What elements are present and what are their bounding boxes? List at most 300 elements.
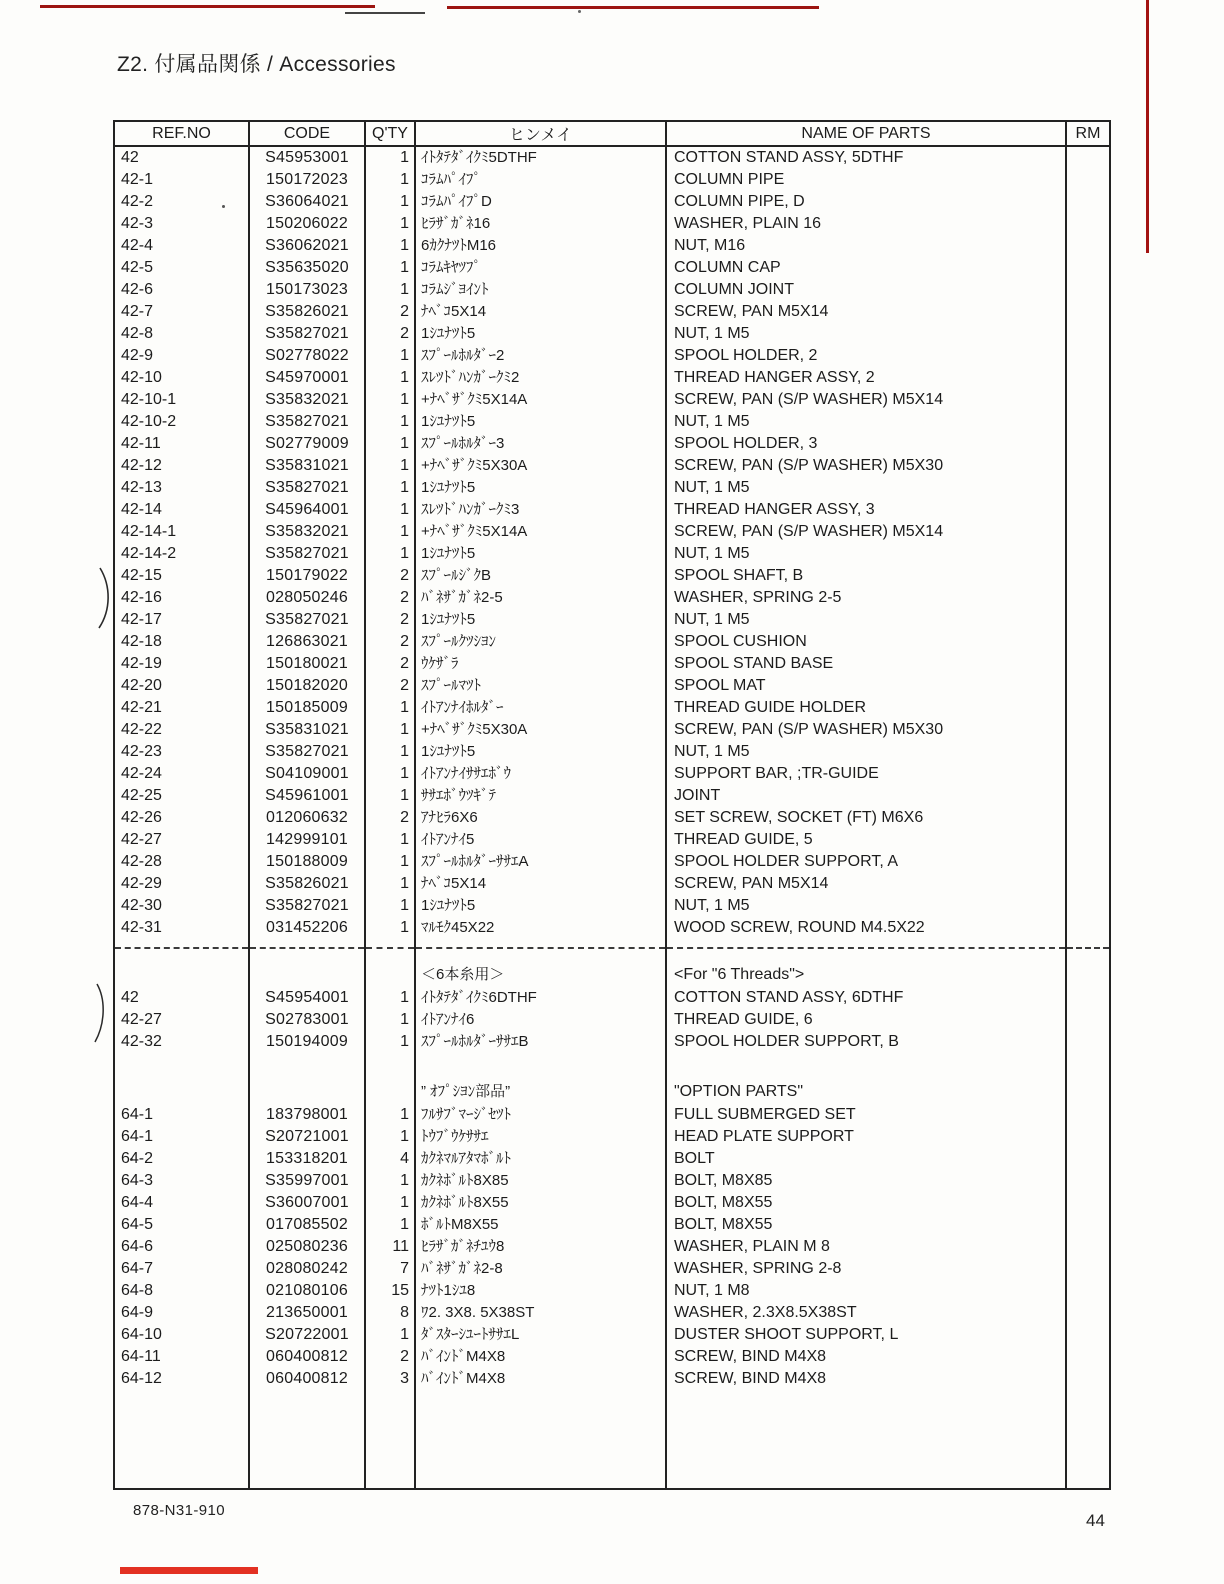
hinmei-cell <box>415 1390 666 1489</box>
ref-no-cell: 42-28 <box>121 853 162 870</box>
rm-cell <box>1066 257 1110 279</box>
rm-cell <box>1066 433 1110 455</box>
name-of-parts-cell: WASHER, PLAIN M 8 <box>666 1236 1066 1258</box>
parts-table <box>113 120 1109 1490</box>
qty-cell: 1 <box>365 235 415 257</box>
code-cell: 150188009 <box>249 851 365 873</box>
rm-cell <box>1066 587 1110 609</box>
name-of-parts-cell: BOLT, M8X85 <box>666 1170 1066 1192</box>
code-cell: S02783001 <box>249 1009 365 1031</box>
hinmei-cell: ｺﾗﾑｷﾔﾂﾌﾟ <box>415 257 666 279</box>
scan-artifact-speck <box>578 10 581 13</box>
name-of-parts-cell <box>666 948 1066 963</box>
hinmei-cell: ｽﾌﾟｰﾙﾎﾙﾀﾞｰｻｻｴA <box>415 851 666 873</box>
name-of-parts-cell: SPOOL HOLDER SUPPORT, A <box>666 851 1066 873</box>
hinmei-cell: 1ｼﾕﾅﾂﾄ5 <box>415 477 666 499</box>
ref-no-cell: 64-9 <box>121 1304 154 1321</box>
rm-cell <box>1066 367 1110 389</box>
ref-no-cell: 42-14 <box>121 501 162 518</box>
hinmei-cell: ｽﾚﾂﾄﾞﾊﾝｶﾞｰｸﾐ3 <box>415 499 666 521</box>
hinmei-cell <box>415 1053 666 1080</box>
name-of-parts-cell: NUT, 1 M5 <box>666 323 1066 345</box>
page-number: 44 <box>1086 1511 1105 1530</box>
rm-cell <box>1066 719 1110 741</box>
qty-cell: 1 <box>365 146 415 169</box>
name-of-parts-cell: NUT, 1 M5 <box>666 609 1066 631</box>
rm-cell <box>1066 213 1110 235</box>
part-row <box>114 411 1110 433</box>
name-of-parts-cell <box>666 1053 1066 1080</box>
part-row <box>114 719 1110 741</box>
hinmei-cell: ｽﾌﾟｰﾙﾎﾙﾀﾞｰ3 <box>415 433 666 455</box>
hinmei-cell: ｲﾄｱﾝﾅｲﾎﾙﾀﾞｰ <box>415 697 666 719</box>
code-cell: 060400812 <box>249 1368 365 1390</box>
rm-cell <box>1066 873 1110 895</box>
ref-no-cell: 64-1 <box>121 1106 154 1123</box>
name-of-parts-cell: SUPPORT BAR, ;TR-GUIDE <box>666 763 1066 785</box>
section-divider-row <box>114 939 1110 948</box>
hinmei-cell: ﾜ2. 3X8. 5X38ST <box>415 1302 666 1324</box>
code-cell: S36007001 <box>249 1192 365 1214</box>
qty-cell: 1 <box>365 1324 415 1346</box>
hinmei-cell: ｺﾗﾑｼﾞﾖｲﾝﾄ <box>415 279 666 301</box>
rm-cell <box>1066 1148 1110 1170</box>
name-of-parts-cell: NUT, 1 M5 <box>666 543 1066 565</box>
code-cell: 150179022 <box>249 565 365 587</box>
part-row <box>114 477 1110 499</box>
hinmei-cell: ＜6本糸用＞ <box>415 963 666 987</box>
qty-cell: 1 <box>365 785 415 807</box>
qty-cell: 1 <box>365 873 415 895</box>
rm-cell <box>1066 785 1110 807</box>
name-of-parts-cell: SCREW, PAN (S/P WASHER) M5X14 <box>666 521 1066 543</box>
name-of-parts-cell: SCREW, PAN M5X14 <box>666 873 1066 895</box>
code-cell: S35827021 <box>249 323 365 345</box>
part-row <box>114 697 1110 719</box>
code-cell: S35827021 <box>249 895 365 917</box>
qty-cell: 8 <box>365 1302 415 1324</box>
qty-cell: 1 <box>365 521 415 543</box>
qty-cell: 7 <box>365 1258 415 1280</box>
code-cell: 028080242 <box>249 1258 365 1280</box>
qty-cell: 1 <box>365 1214 415 1236</box>
qty-cell: 1 <box>365 1031 415 1053</box>
hinmei-cell: +ﾅﾍﾞｻﾞｸﾐ5X30A <box>415 455 666 477</box>
ref-no-cell: 64-5 <box>121 1216 154 1233</box>
rm-cell <box>1066 1324 1110 1346</box>
hinmei-cell: ﾄｳﾌﾞｳｹｻｻｴ <box>415 1126 666 1148</box>
hinmei-cell: ﾎﾞﾙﾄM8X55 <box>415 1214 666 1236</box>
qty-cell: 2 <box>365 587 415 609</box>
ref-no-cell: 42-2 <box>121 193 154 210</box>
hinmei-cell: ｲﾄｱﾝﾅｲｻｻｴﾎﾞｳ <box>415 763 666 785</box>
rm-cell <box>1066 477 1110 499</box>
name-of-parts-cell: COLUMN PIPE, D <box>666 191 1066 213</box>
name-of-parts-cell: BOLT, M8X55 <box>666 1192 1066 1214</box>
code-cell: 017085502 <box>249 1214 365 1236</box>
code-cell: S45961001 <box>249 785 365 807</box>
rm-cell <box>1066 851 1110 873</box>
hinmei-cell: ｲﾄﾀﾃﾀﾞｲｸﾐ6DTHF <box>415 987 666 1009</box>
part-row <box>114 917 1110 939</box>
name-of-parts-cell: BOLT, M8X55 <box>666 1214 1066 1236</box>
part-row <box>114 1368 1110 1390</box>
ref-no-cell: 42-19 <box>121 655 162 672</box>
part-row <box>114 213 1110 235</box>
code-cell: S35832021 <box>249 521 365 543</box>
header-name-of-parts: NAME OF PARTS <box>666 121 1066 146</box>
code-cell: 031452206 <box>249 917 365 939</box>
parts-table-body <box>114 146 1110 1489</box>
rm-cell <box>1066 1302 1110 1324</box>
rm-cell <box>1066 948 1110 963</box>
rm-cell <box>1066 1368 1110 1390</box>
code-cell: 150194009 <box>249 1031 365 1053</box>
rm-cell <box>1066 301 1110 323</box>
rm-cell <box>1066 169 1110 191</box>
part-row <box>114 1214 1110 1236</box>
qty-cell: 1 <box>365 851 415 873</box>
qty-cell <box>365 1080 415 1104</box>
code-cell: S35831021 <box>249 719 365 741</box>
rm-cell <box>1066 389 1110 411</box>
qty-cell: 3 <box>365 1368 415 1390</box>
code-cell: 150185009 <box>249 697 365 719</box>
part-row <box>114 367 1110 389</box>
hinmei-cell: ﾀﾞｽﾀｰｼﾕｰﾄｻｻｴL <box>415 1324 666 1346</box>
name-of-parts-cell: NUT, 1 M8 <box>666 1280 1066 1302</box>
part-row <box>114 1009 1110 1031</box>
hinmei-cell: ｽﾌﾟｰﾙｸﾂｼﾖﾝ <box>415 631 666 653</box>
rm-cell <box>1066 829 1110 851</box>
code-cell: 012060632 <box>249 807 365 829</box>
hinmei-cell: ｱﾅﾋﾗ6X6 <box>415 807 666 829</box>
part-row <box>114 851 1110 873</box>
qty-cell: 2 <box>365 631 415 653</box>
hinmei-cell <box>415 948 666 963</box>
qty-cell: 1 <box>365 719 415 741</box>
qty-cell: 1 <box>365 1009 415 1031</box>
name-of-parts-cell: SCREW, PAN M5X14 <box>666 301 1066 323</box>
hinmei-cell: ｲﾄﾀﾃﾀﾞｲｸﾐ5DTHF <box>415 146 666 169</box>
ref-no-cell: 42-24 <box>121 765 162 782</box>
part-row <box>114 1148 1110 1170</box>
part-row <box>114 1126 1110 1148</box>
part-row <box>114 653 1110 675</box>
part-row <box>114 455 1110 477</box>
rm-cell <box>1066 1126 1110 1148</box>
rm-cell <box>1066 1170 1110 1192</box>
ref-no-cell: 64-6 <box>121 1238 154 1255</box>
qty-cell <box>365 963 415 987</box>
code-cell: S02778022 <box>249 345 365 367</box>
ref-no-cell <box>114 1053 249 1080</box>
hinmei-cell: +ﾅﾍﾞｻﾞｸﾐ5X14A <box>415 521 666 543</box>
rm-cell <box>1066 1390 1110 1489</box>
name-of-parts-cell: "OPTION PARTS" <box>666 1080 1066 1104</box>
part-row <box>114 987 1110 1009</box>
rm-cell <box>1066 807 1110 829</box>
name-of-parts-cell: NUT, 1 M5 <box>666 741 1066 763</box>
part-row <box>114 521 1110 543</box>
hinmei-cell: ｻｻｴﾎﾞｳﾂｷﾞﾃ <box>415 785 666 807</box>
ref-no-cell: 42-15 <box>121 567 162 584</box>
qty-cell: 1 <box>365 895 415 917</box>
hinmei-cell: 1ｼﾕﾅﾂﾄ5 <box>415 895 666 917</box>
code-cell: 028050246 <box>249 587 365 609</box>
rm-cell <box>1066 1104 1110 1126</box>
part-row <box>114 785 1110 807</box>
name-of-parts-cell: SPOOL MAT <box>666 675 1066 697</box>
code-cell: S35831021 <box>249 455 365 477</box>
qty-cell: 1 <box>365 917 415 939</box>
name-of-parts-cell: WASHER, SPRING 2-5 <box>666 587 1066 609</box>
name-of-parts-cell: SET SCREW, SOCKET (FT) M6X6 <box>666 807 1066 829</box>
part-row <box>114 345 1110 367</box>
name-of-parts-cell: SCREW, PAN (S/P WASHER) M5X30 <box>666 719 1066 741</box>
rm-cell <box>1066 939 1110 948</box>
name-of-parts-cell: SCREW, PAN (S/P WASHER) M5X30 <box>666 455 1066 477</box>
code-cell: S45970001 <box>249 367 365 389</box>
part-row <box>114 631 1110 653</box>
rm-cell <box>1066 1080 1110 1104</box>
rm-cell <box>1066 1258 1110 1280</box>
qty-cell: 4 <box>365 1148 415 1170</box>
rm-cell <box>1066 1009 1110 1031</box>
rm-cell <box>1066 631 1110 653</box>
name-of-parts-cell: WASHER, SPRING 2-8 <box>666 1258 1066 1280</box>
code-cell: 150182020 <box>249 675 365 697</box>
ref-no-cell: 42-8 <box>121 325 154 342</box>
name-of-parts-cell: HEAD PLATE SUPPORT <box>666 1126 1066 1148</box>
scan-artifact-top-red-line <box>40 5 375 8</box>
rm-cell <box>1066 763 1110 785</box>
rm-cell <box>1066 521 1110 543</box>
code-cell: S36064021 <box>249 191 365 213</box>
code-cell: 021080106 <box>249 1280 365 1302</box>
ref-no-cell: 42-29 <box>121 875 162 892</box>
part-row <box>114 1258 1110 1280</box>
hinmei-cell: +ﾅﾍﾞｻﾞｸﾐ5X14A <box>415 389 666 411</box>
part-row <box>114 1170 1110 1192</box>
qty-cell: 2 <box>365 1346 415 1368</box>
part-row <box>114 741 1110 763</box>
qty-cell: 1 <box>365 169 415 191</box>
code-cell: S45953001 <box>249 146 365 169</box>
code-cell <box>249 948 365 963</box>
name-of-parts-cell: THREAD GUIDE, 5 <box>666 829 1066 851</box>
spacer-row <box>114 1053 1110 1080</box>
name-of-parts-cell: SPOOL HOLDER, 2 <box>666 345 1066 367</box>
code-cell: S02779009 <box>249 433 365 455</box>
ref-no-cell: 42-14-2 <box>121 545 177 562</box>
hinmei-cell: ｶｸﾈﾏﾙｱﾀﾏﾎﾞﾙﾄ <box>415 1148 666 1170</box>
qty-cell: 1 <box>365 987 415 1009</box>
qty-cell: 1 <box>365 697 415 719</box>
part-row <box>114 873 1110 895</box>
scan-artifact-top-red-line-2 <box>447 6 819 9</box>
code-cell <box>249 1080 365 1104</box>
hinmei-cell: ｽﾌﾟｰﾙﾎﾙﾀﾞｰｻｻｴB <box>415 1031 666 1053</box>
ref-no-cell: 42-25 <box>121 787 162 804</box>
ref-no-cell: 42-9 <box>121 347 154 364</box>
rm-cell <box>1066 146 1110 169</box>
part-row <box>114 257 1110 279</box>
code-cell: 213650001 <box>249 1302 365 1324</box>
ref-no-cell: 42-22 <box>121 721 162 738</box>
ref-no-cell: 42-16 <box>121 589 162 606</box>
qty-cell: 1 <box>365 763 415 785</box>
name-of-parts-cell: SCREW, BIND M4X8 <box>666 1368 1066 1390</box>
part-row <box>114 675 1110 697</box>
name-of-parts-cell: FULL SUBMERGED SET <box>666 1104 1066 1126</box>
name-of-parts-cell: THREAD GUIDE HOLDER <box>666 697 1066 719</box>
ref-no-cell: 64-2 <box>121 1150 154 1167</box>
qty-cell: 2 <box>365 301 415 323</box>
rm-cell <box>1066 565 1110 587</box>
ref-no-cell: 42-27 <box>121 831 162 848</box>
hinmei-cell: ﾊﾞﾈｻﾞｶﾞﾈ2-5 <box>415 587 666 609</box>
part-row <box>114 1104 1110 1126</box>
qty-cell: 1 <box>365 345 415 367</box>
rm-cell <box>1066 345 1110 367</box>
rm-cell <box>1066 1031 1110 1053</box>
part-row <box>114 191 1110 213</box>
code-cell: 025080236 <box>249 1236 365 1258</box>
ref-no-cell: 42-4 <box>121 237 154 254</box>
ref-no-cell: 64-3 <box>121 1172 154 1189</box>
ref-no-cell: 64-12 <box>121 1370 162 1387</box>
section-header-row <box>114 963 1110 987</box>
ref-no-cell <box>114 939 249 948</box>
rm-cell <box>1066 279 1110 301</box>
rm-cell <box>1066 323 1110 345</box>
qty-cell: 1 <box>365 411 415 433</box>
qty-cell <box>365 1053 415 1080</box>
ref-no-cell: 42-32 <box>121 1033 162 1050</box>
rm-cell <box>1066 895 1110 917</box>
hinmei-cell: 1ｼﾕﾅﾂﾄ5 <box>415 609 666 631</box>
ref-no-cell: 42-18 <box>121 633 162 650</box>
qty-cell: 2 <box>365 653 415 675</box>
code-cell: S35826021 <box>249 873 365 895</box>
rm-cell <box>1066 411 1110 433</box>
rm-cell <box>1066 697 1110 719</box>
qty-cell: 1 <box>365 1170 415 1192</box>
name-of-parts-cell: COLUMN JOINT <box>666 279 1066 301</box>
code-cell: S20721001 <box>249 1126 365 1148</box>
qty-cell: 1 <box>365 279 415 301</box>
code-cell: S36062021 <box>249 235 365 257</box>
qty-cell: 1 <box>365 829 415 851</box>
ref-no-cell: 42-30 <box>121 897 162 914</box>
ref-no-cell: 42-12 <box>121 457 162 474</box>
rm-cell <box>1066 1236 1110 1258</box>
part-row <box>114 235 1110 257</box>
part-row <box>114 301 1110 323</box>
rm-cell <box>1066 1346 1110 1368</box>
ref-no-cell: 42-21 <box>121 699 162 716</box>
part-row <box>114 1280 1110 1302</box>
part-row <box>114 1031 1110 1053</box>
qty-cell: 1 <box>365 1126 415 1148</box>
filler-row <box>114 1390 1110 1489</box>
header-rm: RM <box>1066 121 1110 146</box>
part-row <box>114 1302 1110 1324</box>
code-cell: 126863021 <box>249 631 365 653</box>
name-of-parts-cell: NUT, 1 M5 <box>666 411 1066 433</box>
code-cell: 153318201 <box>249 1148 365 1170</box>
header-ref-no: REF.NO <box>114 121 249 146</box>
name-of-parts-cell <box>666 1390 1066 1489</box>
rm-cell <box>1066 917 1110 939</box>
rm-cell <box>1066 1280 1110 1302</box>
hinmei-cell: ｲﾄｱﾝﾅｲ5 <box>415 829 666 851</box>
hinmei-cell: ｽﾌﾟｰﾙｼﾞｸB <box>415 565 666 587</box>
code-cell: S35827021 <box>249 609 365 631</box>
hinmei-cell: ﾌﾙｻﾌﾞﾏｰｼﾞｾﾂﾄ <box>415 1104 666 1126</box>
name-of-parts-cell: THREAD HANGER ASSY, 2 <box>666 367 1066 389</box>
name-of-parts-cell: SPOOL STAND BASE <box>666 653 1066 675</box>
part-row <box>114 587 1110 609</box>
hinmei-cell: ﾏﾙﾓｸ45X22 <box>415 917 666 939</box>
qty-cell: 1 <box>365 543 415 565</box>
spacer-row <box>114 948 1110 963</box>
hinmei-cell: ﾅﾍﾞｺ5X14 <box>415 301 666 323</box>
hinmei-cell: ﾋﾗｻﾞｶﾞﾈﾁﾕｳ8 <box>415 1236 666 1258</box>
ref-no-cell: 42-1 <box>121 171 154 188</box>
qty-cell: 2 <box>365 609 415 631</box>
ref-no-cell: 42-5 <box>121 259 154 276</box>
qty-cell <box>365 939 415 948</box>
name-of-parts-cell: THREAD HANGER ASSY, 3 <box>666 499 1066 521</box>
hinmei-cell: ﾊﾞｲﾝﾄﾞM4X8 <box>415 1368 666 1390</box>
qty-cell: 15 <box>365 1280 415 1302</box>
code-cell <box>249 939 365 948</box>
code-cell: 183798001 <box>249 1104 365 1126</box>
part-row <box>114 543 1110 565</box>
code-cell <box>249 1053 365 1080</box>
code-cell: 150173023 <box>249 279 365 301</box>
hinmei-cell: ｶｸﾈﾎﾞﾙﾄ8X85 <box>415 1170 666 1192</box>
ref-no-cell: 42-26 <box>121 809 162 826</box>
ref-no-cell: 42-13 <box>121 479 162 496</box>
name-of-parts-cell: NUT, 1 M5 <box>666 477 1066 499</box>
ref-no-cell: 42-10-1 <box>121 391 177 408</box>
ref-no-cell: 42-17 <box>121 611 162 628</box>
ref-no-cell <box>114 1390 249 1489</box>
page-title: Z2. 付属品関係 / Accessories <box>117 53 396 76</box>
scan-artifact-pencil-dash <box>345 12 425 14</box>
ref-no-cell: 42-27 <box>121 1011 162 1028</box>
ref-no-cell: 64-1 <box>121 1128 154 1145</box>
name-of-parts-cell: COLUMN PIPE <box>666 169 1066 191</box>
scan-artifact-right-red-line <box>1146 0 1149 253</box>
hinmei-cell: 6ｶｸﾅﾂﾄM16 <box>415 235 666 257</box>
scan-artifact-curl-mark <box>92 982 110 1044</box>
part-row <box>114 499 1110 521</box>
qty-cell: 2 <box>365 323 415 345</box>
ref-no-cell: 64-7 <box>121 1260 154 1277</box>
name-of-parts-cell: NUT, M16 <box>666 235 1066 257</box>
hinmei-cell: ﾋﾗｻﾞｶﾞﾈ16 <box>415 213 666 235</box>
rm-cell <box>1066 455 1110 477</box>
hinmei-cell: 1ｼﾕﾅﾂﾄ5 <box>415 543 666 565</box>
hinmei-cell: ｽﾌﾟｰﾙﾎﾙﾀﾞｰ2 <box>415 345 666 367</box>
name-of-parts-cell: WASHER, 2.3X8.5X38ST <box>666 1302 1066 1324</box>
header-qty: Q'TY <box>365 121 415 146</box>
code-cell: S20722001 <box>249 1324 365 1346</box>
